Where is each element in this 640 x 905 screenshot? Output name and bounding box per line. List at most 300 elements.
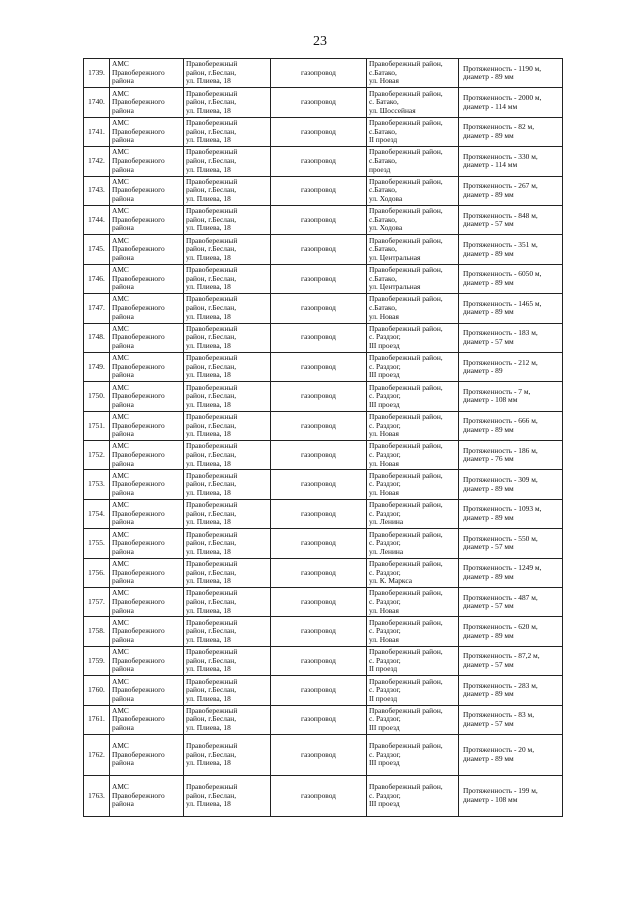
location-cell-line: Правобережный район, xyxy=(369,235,443,245)
object-type-cell: газопровод xyxy=(271,617,367,646)
owner-cell-line: района xyxy=(112,664,134,674)
owner-address-cell-line: район, г.Беслан, xyxy=(186,391,237,401)
specs-cell xyxy=(459,529,563,558)
object-type-cell: газопровод xyxy=(271,88,367,117)
location-cell xyxy=(367,176,459,205)
owner-cell xyxy=(110,558,184,587)
location-cell-line: ул. Центральная xyxy=(369,252,421,262)
owner-address-cell-line: Правобережный xyxy=(186,382,238,392)
owner-cell xyxy=(110,499,184,528)
specs-cell xyxy=(459,176,563,205)
owner-address-cell xyxy=(184,441,271,470)
table-row xyxy=(84,705,563,734)
owner-address-cell-line: район, г.Беслан, xyxy=(186,420,237,430)
row-number: 1743. xyxy=(84,176,110,205)
owner-cell-line: Правобережного xyxy=(112,596,165,606)
owner-cell-line: АМС xyxy=(112,323,129,333)
owner-address-cell-line: район, г.Беслан, xyxy=(186,126,237,136)
owner-address-cell-line: ул. Плиева, 18 xyxy=(186,723,231,733)
row-number: 1755. xyxy=(84,529,110,558)
owner-cell-line: района xyxy=(112,311,134,321)
owner-address-cell-line: ул. Плиева, 18 xyxy=(186,634,231,644)
owner-cell-line: района xyxy=(112,517,134,527)
registry-table-body xyxy=(84,59,563,817)
location-cell xyxy=(367,88,459,117)
owner-address-cell-line: район, г.Беслан, xyxy=(186,596,237,606)
table-row xyxy=(84,646,563,675)
specs-cell-line: диаметр - 89 xyxy=(463,366,503,376)
object-type-cell: газопровод xyxy=(271,294,367,323)
specs-cell-line: Протяженность - 2000 м, xyxy=(463,92,542,102)
specs-cell xyxy=(459,117,563,146)
specs-cell-line: Протяженность - 550 м, xyxy=(463,533,538,543)
location-cell xyxy=(367,470,459,499)
location-cell-line: ул. Ленина xyxy=(369,546,404,556)
owner-cell-line: района xyxy=(112,487,134,497)
location-cell xyxy=(367,588,459,617)
row-number: 1760. xyxy=(84,676,110,705)
object-type-cell: газопровод xyxy=(271,352,367,381)
owner-address-cell-line: район, г.Беслан, xyxy=(186,214,237,224)
location-cell-line: ул. Новая xyxy=(369,458,399,468)
table-row xyxy=(84,441,563,470)
owner-cell-line: Правобережного xyxy=(112,479,165,489)
specs-cell-line: диаметр - 57 мм xyxy=(463,718,514,728)
owner-address-cell-line: ул. Плиева, 18 xyxy=(186,399,231,409)
location-cell-line: ул. Новая xyxy=(369,429,399,439)
owner-address-cell-line: ул. Плиева, 18 xyxy=(186,223,231,233)
owner-address-cell xyxy=(184,117,271,146)
specs-cell-line: диаметр - 89 мм xyxy=(463,513,514,523)
row-number: 1759. xyxy=(84,646,110,675)
owner-cell xyxy=(110,705,184,734)
specs-cell-line: диаметр - 89 мм xyxy=(463,483,514,493)
location-cell-line: III проезд xyxy=(369,370,400,380)
location-cell xyxy=(367,117,459,146)
owner-cell-line: Правобережного xyxy=(112,391,165,401)
object-type-cell: газопровод xyxy=(271,117,367,146)
owner-address-cell-line: ул. Плиева, 18 xyxy=(186,341,231,350)
location-cell xyxy=(367,264,459,293)
owner-address-cell-line: район, г.Беслан, xyxy=(186,303,237,313)
owner-cell-line: района xyxy=(112,223,134,233)
location-cell-line: Правобережный район, xyxy=(369,558,443,568)
table-row xyxy=(84,264,563,293)
specs-cell-line: диаметр - 57 мм xyxy=(463,542,514,552)
owner-address-cell-line: район, г.Беслан, xyxy=(186,685,237,695)
specs-cell-line: Протяженность - 186 м, xyxy=(463,445,538,455)
location-cell-line: с. Раздзог, xyxy=(369,538,401,548)
location-cell-line: Правобережный район, xyxy=(369,59,443,69)
object-type-cell: газопровод xyxy=(271,441,367,470)
location-cell-line: с. Раздзог, xyxy=(369,508,401,518)
owner-address-cell-line: ул. Плиева, 18 xyxy=(186,799,231,809)
owner-cell-line: АМС xyxy=(112,353,129,363)
location-cell-line: с.Батако, xyxy=(369,244,397,254)
owner-cell xyxy=(110,205,184,234)
owner-address-cell-line: ул. Плиева, 18 xyxy=(186,282,231,292)
specs-cell xyxy=(459,617,563,646)
object-type-cell: газопровод xyxy=(271,235,367,264)
specs-cell-line: Протяженность - 620 м, xyxy=(463,622,538,632)
location-cell-line: с. Раздзог, xyxy=(369,479,401,489)
specs-cell-line: диаметр - 108 мм xyxy=(463,794,518,804)
owner-address-cell xyxy=(184,617,271,646)
owner-address-cell-line: район, г.Беслан, xyxy=(186,567,237,577)
specs-cell xyxy=(459,59,563,88)
object-type-cell: газопровод xyxy=(271,176,367,205)
location-cell-line: Правобережный район, xyxy=(369,411,443,421)
location-cell-line: с.Батако, xyxy=(369,303,397,313)
owner-address-cell xyxy=(184,499,271,528)
owner-address-cell-line: Правобережный xyxy=(186,59,238,69)
owner-cell xyxy=(110,147,184,176)
owner-address-cell-line: район, г.Беслан, xyxy=(186,244,237,254)
owner-address-cell-line: ул. Плиева, 18 xyxy=(186,311,231,321)
specs-cell-line: диаметр - 57 мм xyxy=(463,336,514,346)
specs-cell-line: диаметр - 89 мм xyxy=(463,72,514,82)
owner-address-cell-line: ул. Плиева, 18 xyxy=(186,252,231,262)
specs-cell xyxy=(459,205,563,234)
table-row xyxy=(84,382,563,411)
row-number: 1740. xyxy=(84,88,110,117)
location-cell-line: с.Батако, xyxy=(369,214,397,224)
owner-cell-line: района xyxy=(112,105,134,115)
location-cell-line: с.Батако, xyxy=(369,67,397,77)
specs-cell-line: диаметр - 89 мм xyxy=(463,571,514,581)
table-row xyxy=(84,470,563,499)
page-number: 23 xyxy=(313,34,327,49)
owner-cell-line: района xyxy=(112,634,134,644)
owner-cell-line: Правобережного xyxy=(112,538,165,548)
owner-address-cell-line: Правобережный xyxy=(186,470,238,480)
location-cell-line: ул. Новая xyxy=(369,487,399,497)
owner-address-cell-line: Правобережный xyxy=(186,147,238,157)
location-cell-line: Правобережный район, xyxy=(369,588,443,598)
owner-cell-line: АМС xyxy=(112,705,129,715)
owner-address-cell-line: район, г.Беслан, xyxy=(186,67,237,77)
object-type-cell: газопровод xyxy=(271,264,367,293)
specs-cell xyxy=(459,646,563,675)
location-cell-line: III проезд xyxy=(369,799,400,809)
owner-cell xyxy=(110,775,184,816)
location-cell-line: с.Батако, xyxy=(369,185,397,195)
specs-cell-line: Протяженность - 199 м, xyxy=(463,786,538,796)
object-type-cell: газопровод xyxy=(271,676,367,705)
owner-cell xyxy=(110,676,184,705)
specs-cell-line: Протяженность - 351 м, xyxy=(463,239,538,249)
owner-cell-line: Правобережного xyxy=(112,449,165,459)
owner-cell xyxy=(110,176,184,205)
owner-cell-line: района xyxy=(112,135,134,145)
specs-cell-line: Протяженность - 183 м, xyxy=(463,328,538,338)
owner-cell-line: Правобережного xyxy=(112,67,165,77)
specs-cell-line: диаметр - 89 мм xyxy=(463,630,514,640)
row-number: 1761. xyxy=(84,705,110,734)
location-cell-line: ул. Новая xyxy=(369,605,399,615)
owner-cell xyxy=(110,294,184,323)
object-type-cell: газопровод xyxy=(271,382,367,411)
location-cell xyxy=(367,411,459,440)
specs-cell-line: Протяженность - 330 м, xyxy=(463,151,538,161)
row-number: 1752. xyxy=(84,441,110,470)
object-type-cell: газопровод xyxy=(271,705,367,734)
owner-cell xyxy=(110,352,184,381)
owner-address-cell-line: Правобережный xyxy=(186,323,238,333)
location-cell-line: Правобережный район, xyxy=(369,741,443,751)
owner-cell-line: АМС xyxy=(112,59,129,69)
object-type-cell: газопровод xyxy=(271,558,367,587)
owner-address-cell-line: Правобережный xyxy=(186,558,238,568)
owner-address-cell xyxy=(184,323,271,352)
owner-address-cell-line: район, г.Беслан, xyxy=(186,332,237,342)
owner-cell-line: АМС xyxy=(112,411,129,421)
owner-address-cell xyxy=(184,646,271,675)
owner-cell-line: АМС xyxy=(112,782,129,792)
location-cell xyxy=(367,441,459,470)
object-type-cell: газопровод xyxy=(271,323,367,352)
row-number: 1746. xyxy=(84,264,110,293)
location-cell-line: III проезд xyxy=(369,758,400,768)
location-cell-line: ул. Новая xyxy=(369,76,399,86)
owner-cell-line: АМС xyxy=(112,147,129,157)
owner-cell-line: района xyxy=(112,723,134,733)
owner-cell-line: Правобережного xyxy=(112,567,165,577)
owner-cell-line: Правобережного xyxy=(112,508,165,518)
owner-cell xyxy=(110,734,184,775)
specs-cell-line: диаметр - 57 мм xyxy=(463,219,514,229)
object-type-cell: газопровод xyxy=(271,470,367,499)
owner-cell-line: района xyxy=(112,282,134,292)
location-cell-line: с. Раздзог, xyxy=(369,626,401,636)
location-cell-line: ул. Новая xyxy=(369,634,399,644)
owner-address-cell-line: район, г.Беслан, xyxy=(186,97,237,107)
specs-cell-line: Протяженность - 7 м, xyxy=(463,386,531,396)
row-number: 1749. xyxy=(84,352,110,381)
row-number: 1762. xyxy=(84,734,110,775)
location-cell-line: ул. Ленина xyxy=(369,517,404,527)
owner-cell xyxy=(110,323,184,352)
owner-cell-line: района xyxy=(112,252,134,262)
owner-address-cell xyxy=(184,734,271,775)
owner-address-cell-line: Правобережный xyxy=(186,353,238,363)
specs-cell xyxy=(459,558,563,587)
row-number: 1756. xyxy=(84,558,110,587)
owner-address-cell-line: район, г.Беслан, xyxy=(186,479,237,489)
location-cell-line: с. Раздзог, xyxy=(369,714,401,724)
specs-cell xyxy=(459,382,563,411)
specs-cell xyxy=(459,470,563,499)
owner-cell-line: района xyxy=(112,605,134,615)
owner-cell xyxy=(110,382,184,411)
table-row xyxy=(84,411,563,440)
owner-cell-line: Правобережного xyxy=(112,714,165,724)
owner-address-cell-line: Правобережный xyxy=(186,235,238,245)
location-cell-line: Правобережный район, xyxy=(369,647,443,657)
table-row xyxy=(84,617,563,646)
location-cell-line: Правобережный район, xyxy=(369,206,443,216)
owner-address-cell-line: ул. Плиева, 18 xyxy=(186,164,231,174)
owner-cell-line: АМС xyxy=(112,294,129,304)
table-row xyxy=(84,88,563,117)
location-cell xyxy=(367,676,459,705)
location-cell-line: Правобережный район, xyxy=(369,705,443,715)
registry-table xyxy=(83,58,563,817)
owner-address-cell-line: ул. Плиева, 18 xyxy=(186,194,231,204)
location-cell-line: Правобережный район, xyxy=(369,88,443,98)
specs-cell xyxy=(459,775,563,816)
owner-cell-line: Правобережного xyxy=(112,420,165,430)
table-row xyxy=(84,352,563,381)
owner-address-cell xyxy=(184,147,271,176)
owner-address-cell xyxy=(184,264,271,293)
owner-cell-line: АМС xyxy=(112,647,129,657)
specs-cell-line: Протяженность - 87,2 м, xyxy=(463,651,540,661)
location-cell-line: Правобережный район, xyxy=(369,782,443,792)
specs-cell-line: диаметр - 114 мм xyxy=(463,160,518,170)
location-cell-line: III проезд xyxy=(369,341,400,350)
owner-address-cell xyxy=(184,529,271,558)
owner-cell xyxy=(110,470,184,499)
owner-address-cell-line: Правобережный xyxy=(186,294,238,304)
owner-cell xyxy=(110,646,184,675)
specs-cell-line: Протяженность - 1465 м, xyxy=(463,298,542,308)
owner-address-cell xyxy=(184,676,271,705)
location-cell xyxy=(367,734,459,775)
location-cell-line: с. Раздзог, xyxy=(369,749,401,759)
location-cell-line: с.Батако, xyxy=(369,156,397,166)
owner-address-cell xyxy=(184,411,271,440)
owner-address-cell-line: ул. Плиева, 18 xyxy=(186,758,231,768)
specs-cell-line: Протяженность - 6050 м, xyxy=(463,269,542,279)
owner-cell xyxy=(110,441,184,470)
owner-address-cell-line: Правобережный xyxy=(186,782,238,792)
owner-cell xyxy=(110,59,184,88)
location-cell xyxy=(367,529,459,558)
table-row xyxy=(84,558,563,587)
owner-address-cell-line: ул. Плиева, 18 xyxy=(186,605,231,615)
owner-address-cell xyxy=(184,235,271,264)
owner-cell-line: района xyxy=(112,758,134,768)
owner-cell-line: Правобережного xyxy=(112,361,165,371)
owner-address-cell xyxy=(184,588,271,617)
owner-cell-line: района xyxy=(112,799,134,809)
owner-cell-line: АМС xyxy=(112,617,129,627)
owner-address-cell xyxy=(184,558,271,587)
owner-cell-line: АМС xyxy=(112,676,129,686)
specs-cell-line: Протяженность - 487 м, xyxy=(463,592,538,602)
owner-cell-line: Правобережного xyxy=(112,332,165,342)
table-row xyxy=(84,176,563,205)
owner-cell-line: Правобережного xyxy=(112,97,165,107)
specs-cell-line: диаметр - 89 мм xyxy=(463,277,514,287)
specs-cell-line: диаметр - 108 мм xyxy=(463,395,518,405)
specs-cell-line: диаметр - 76 мм xyxy=(463,454,514,464)
owner-address-cell xyxy=(184,775,271,816)
table-row xyxy=(84,676,563,705)
specs-cell xyxy=(459,705,563,734)
owner-address-cell-line: район, г.Беслан, xyxy=(186,655,237,665)
location-cell xyxy=(367,617,459,646)
owner-address-cell-line: Правобережный xyxy=(186,265,238,275)
owner-cell-line: района xyxy=(112,194,134,204)
location-cell-line: с.Батако, xyxy=(369,126,397,136)
location-cell xyxy=(367,205,459,234)
owner-cell-line: АМС xyxy=(112,88,129,98)
owner-cell xyxy=(110,411,184,440)
object-type-cell: газопровод xyxy=(271,147,367,176)
specs-cell xyxy=(459,323,563,352)
specs-cell xyxy=(459,499,563,528)
table-row xyxy=(84,734,563,775)
owner-address-cell-line: ул. Плиева, 18 xyxy=(186,429,231,439)
owner-address-cell-line: район, г.Беслан, xyxy=(186,156,237,166)
owner-cell-line: АМС xyxy=(112,235,129,245)
location-cell-line: Правобережный район, xyxy=(369,500,443,510)
owner-address-cell-line: Правобережный xyxy=(186,588,238,598)
specs-cell xyxy=(459,147,563,176)
specs-cell-line: Протяженность - 20 м, xyxy=(463,745,535,755)
object-type-cell: газопровод xyxy=(271,775,367,816)
owner-address-cell xyxy=(184,59,271,88)
owner-address-cell-line: Правобережный xyxy=(186,647,238,657)
owner-cell-line: АМС xyxy=(112,118,129,128)
owner-address-cell-line: ул. Плиева, 18 xyxy=(186,76,231,86)
location-cell xyxy=(367,775,459,816)
location-cell-line: с. Раздзог, xyxy=(369,332,401,342)
row-number: 1757. xyxy=(84,588,110,617)
specs-cell xyxy=(459,264,563,293)
owner-cell-line: АМС xyxy=(112,500,129,510)
owner-address-cell-line: ул. Плиева, 18 xyxy=(186,517,231,527)
owner-address-cell-line: район, г.Беслан, xyxy=(186,273,237,283)
row-number: 1748. xyxy=(84,323,110,352)
owner-address-cell-line: район, г.Беслан, xyxy=(186,714,237,724)
location-cell xyxy=(367,705,459,734)
owner-address-cell-line: Правобережный xyxy=(186,176,238,186)
owner-cell-line: района xyxy=(112,399,134,409)
table-row xyxy=(84,529,563,558)
owner-cell-line: Правобережного xyxy=(112,185,165,195)
owner-address-cell-line: ул. Плиева, 18 xyxy=(186,370,231,380)
row-number: 1750. xyxy=(84,382,110,411)
specs-cell-line: диаметр - 57 мм xyxy=(463,601,514,611)
object-type-cell: газопровод xyxy=(271,646,367,675)
specs-cell xyxy=(459,294,563,323)
owner-address-cell-line: район, г.Беслан, xyxy=(186,749,237,759)
owner-address-cell xyxy=(184,382,271,411)
owner-cell-line: Правобережного xyxy=(112,655,165,665)
location-cell-line: II проезд xyxy=(369,693,398,703)
row-number: 1751. xyxy=(84,411,110,440)
object-type-cell: газопровод xyxy=(271,499,367,528)
owner-cell xyxy=(110,617,184,646)
owner-cell-line: АМС xyxy=(112,588,129,598)
table-row xyxy=(84,147,563,176)
owner-cell-line: АМС xyxy=(112,529,129,539)
location-cell-line: с. Раздзог, xyxy=(369,449,401,459)
object-type-cell: газопровод xyxy=(271,411,367,440)
owner-cell-line: района xyxy=(112,341,134,350)
row-number: 1754. xyxy=(84,499,110,528)
location-cell-line: с. Раздзог, xyxy=(369,596,401,606)
owner-cell-line: Правобережного xyxy=(112,126,165,136)
owner-address-cell-line: район, г.Беслан, xyxy=(186,538,237,548)
location-cell-line: II проезд xyxy=(369,135,398,145)
owner-address-cell-line: Правобережный xyxy=(186,529,238,539)
owner-address-cell-line: Правобережный xyxy=(186,411,238,421)
object-type-cell: газопровод xyxy=(271,529,367,558)
